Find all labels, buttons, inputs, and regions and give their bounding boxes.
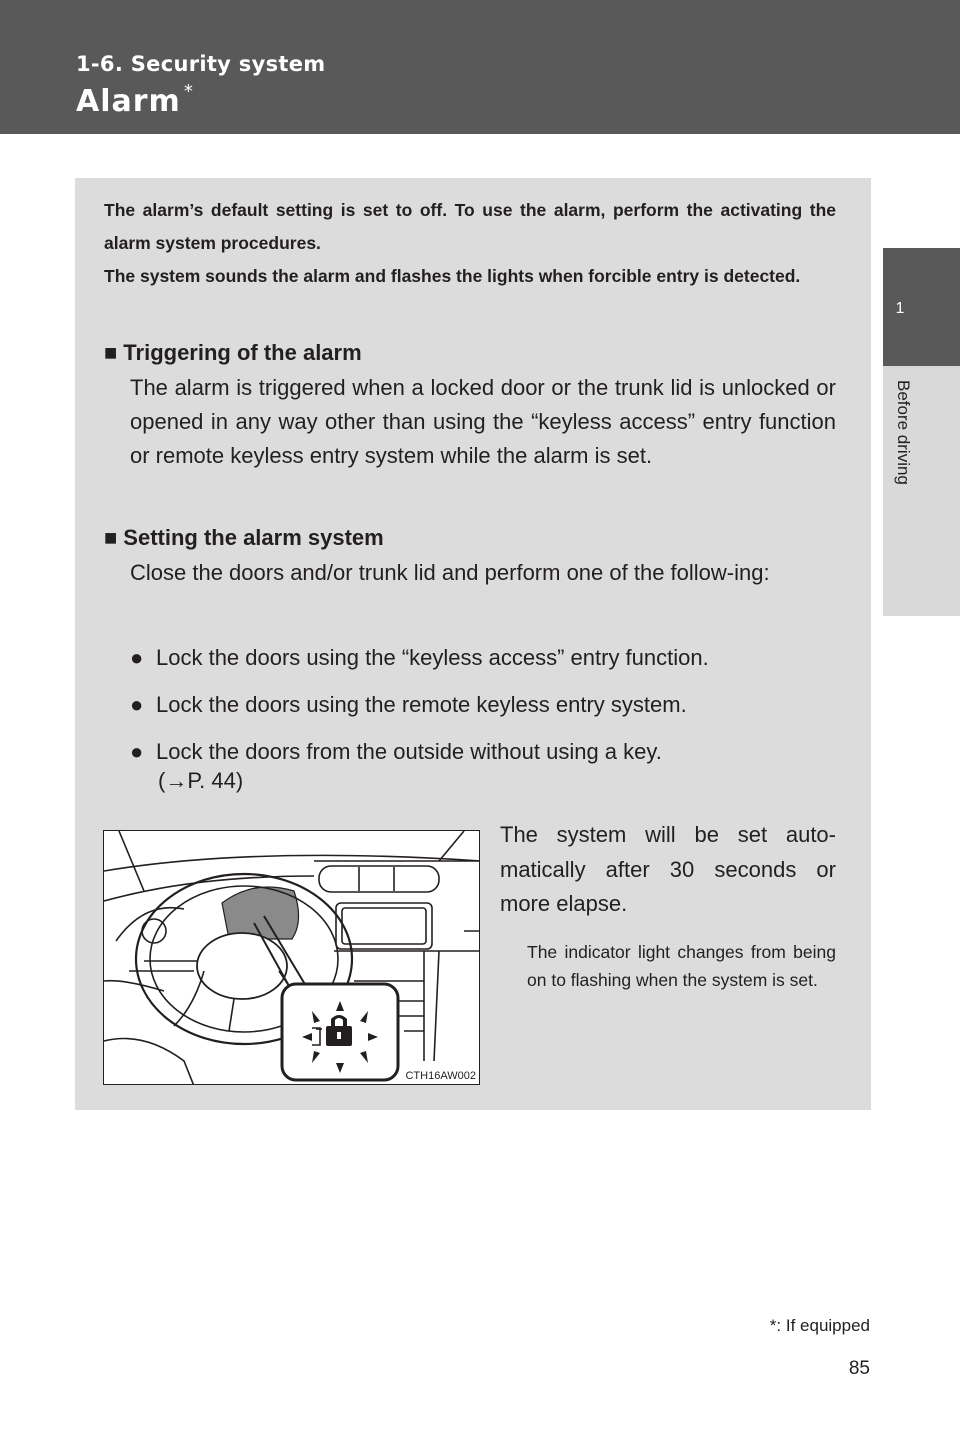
list-item — [130, 688, 687, 722]
list-item — [130, 641, 709, 675]
footnote: *: If equipped — [769, 1316, 870, 1335]
heading-setting — [104, 525, 384, 551]
dashboard-illustration — [103, 830, 480, 1085]
list-item-text: Lock the doors using the remote keyless entry system. — [156, 692, 687, 717]
figure-note: The indicator light changes from being on to flashing when the system is set. — [527, 942, 836, 990]
heading-triggering — [104, 340, 362, 366]
page-reference-link[interactable]: (→P. 44) — [158, 768, 244, 793]
page-number: 85 — [848, 1358, 870, 1379]
list-item-text: Lock the doors using the “keyless access” entry function. — [156, 645, 709, 670]
page-title-text: Alarm — [76, 84, 181, 119]
intro-text — [104, 194, 836, 293]
chapter-label: Before driving — [894, 380, 913, 485]
triggering-body: The alarm is triggered when a locked door or the trunk lid is unlocked or opened in any way other than using the “keyless access” entry function or remote keyless entry system while the alarm is set. — [130, 375, 836, 468]
square-bullet-icon: ■ — [104, 525, 118, 550]
bullet-icon: ● — [130, 645, 144, 670]
intro-line-2: The system sounds the alarm and flashes the lights when forcible entry is detected. — [104, 266, 801, 286]
intro-line-1: The alarm’s default setting is set to off. To use the alarm, perform the activating the alarm system procedures. — [104, 200, 836, 253]
section-title: 1-6. Security system — [76, 52, 326, 76]
figure-description: The system will be set auto-matically after 30 seconds or more elapse. — [500, 822, 836, 916]
chapter-number: 1 — [895, 300, 905, 317]
heading-triggering-text: Triggering of the alarm — [123, 340, 362, 365]
if-equipped-mark: * — [183, 81, 194, 102]
square-bullet-icon: ■ — [104, 340, 118, 365]
setting-body: Close the doors and/or trunk lid and perform one of the follow-ing: — [130, 560, 770, 585]
dashboard-drawing — [104, 831, 480, 1085]
page-title — [76, 81, 194, 119]
bullet-icon: ● — [130, 739, 144, 764]
list-item-text: Lock the doors from the outside without using a key. — [156, 739, 662, 764]
figure-code: CTH16AW002 — [405, 1070, 476, 1082]
list-item — [130, 735, 662, 769]
heading-setting-text: Setting the alarm system — [123, 525, 384, 550]
bullet-icon: ● — [130, 692, 144, 717]
